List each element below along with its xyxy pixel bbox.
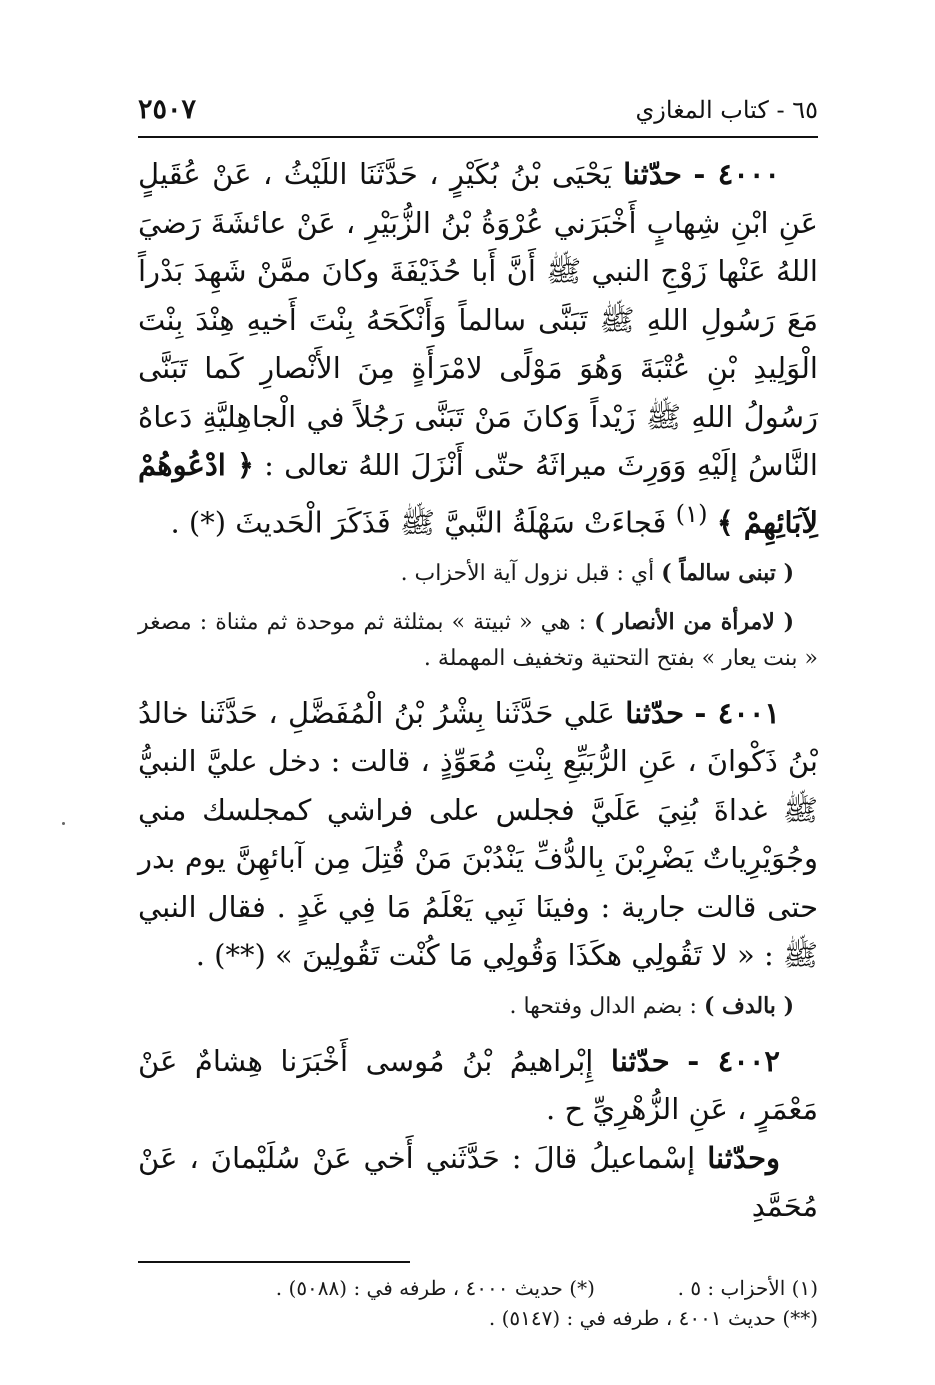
note-term: ( لامرأة من الأنصار ) <box>594 608 794 635</box>
running-header <box>138 86 818 138</box>
hadith-number: ٤٠٠٢ - <box>687 1043 781 1078</box>
footnote-marker: (**) <box>214 938 266 973</box>
commentary-note <box>138 604 818 677</box>
hadith-4000 <box>138 150 818 547</box>
haddathana: حدّثنا <box>625 695 685 730</box>
footnote-line <box>138 1273 818 1303</box>
scan-speck <box>62 822 65 825</box>
hadith-text: إِبْراهيمُ بْنُ مُوسى أَخْبَرَنا هِشامٌ عَنْ مَعْمَرٍ ، عَنِ الزُّهْرِيِّ ح . <box>138 1043 818 1127</box>
hadith-text: إسْماعيلُ قالَ : حَدَّثَني أَخي عَنْ سُلَيْمانَ ، عَنْ مُحَمَّدِ <box>138 1140 818 1224</box>
note-term: ( بالدف ) <box>703 992 794 1019</box>
period: . <box>170 505 180 540</box>
hadith-number: ٤٠٠٠ - <box>693 157 781 191</box>
note-text: : هي « ثبيتة » بمثلثة ثم موحدة ثم مثناة : مصغر « بنت يعار » بفتح التحتية وتخفيف المهملة . <box>138 609 818 671</box>
main-text <box>138 150 818 1231</box>
hadith-text: عَلي حَدَّثَنا بِشْرُ بْنُ الْمُفَضَّلِ ، حَدَّثَنا خالدُ بْنُ ذَكْوانَ ، عَنِ الرُّبَيِّعِ بِنْتِ مُعَوِّذٍ ، قالت : دخل عليَّ النبيُّ ﷺ غداةَ بُنِيَ عَلَيَّ فجلس على فراشي كمجلسك مني وجُوَيْرِياتٌ يَضْرِبْنَ بِالدُّفِّ يَنْدُبْنَ مَنْ قُتِلَ مِن آبائهِنَّ يوم بدر حتى قالت جارية : وفينَا نَبِي يَعْلَمُ مَا فِي غَدٍ . فقال النبي ﷺ : « لا تَقُولِي هكَذَا وَقُولِي مَا كُنْت تَقُولِينَ » <box>138 695 818 973</box>
hadith-number: ٤٠٠١ - <box>694 695 781 730</box>
hadith-4001 <box>138 689 818 980</box>
quran-quote: ﴿ ادْعُوهُمْ لِآبَائِهِمْ ﴾ <box>138 448 818 540</box>
footnotes <box>138 1273 818 1333</box>
footnote-quran-ref: (١) الأحزاب : ٥ . <box>677 1275 818 1300</box>
footnote-separator <box>138 1261 410 1263</box>
footnote-marker: (*) <box>188 505 227 540</box>
hadith-text: يَحْيَى بْنُ بُكَيْرٍ ، حَدَّثَنَا اللَيْثُ ، عَنْ عُقَيلٍ عَنِ ابْنِ شِهابٍ أَخْبَرَني عُرْوَةُ بْنُ الزُّبَيْرِ ، عَنْ عائشَةَ رَضيَ اللهُ عَنْها زَوْجِ النبي ﷺ أَنَّ أَبا حُذَيْفَةَ وكانَ ممَّنْ شَهِدَ بَدْراً مَعَ رَسُولِ اللهِ ﷺ تَبَنَّى سالماً وَأَنْكَحَهُ بِنْتَ أَخيهِ هِنْدَ بِنْتَ الْوَلِيدِ بْنِ عُتْبَةَ وَهُوَ مَوْلًى لامْرَأَةٍ مِنَ الأَنْصارِ كَما تَبَنَّى رَسُولُ اللهِ ﷺ زَيْداً وَكانَ مَنْ تَبَنَّى رَجُلاً في الْجاهِليَّةِ دَعاهُ النَّاسُ إلَيْهِ وَوَرِثَ ميراثَهُ حتّى أَنْزَلَ اللهُ تعالى : <box>138 157 818 482</box>
book-page <box>138 86 818 1330</box>
continuation-paragraph <box>138 1134 818 1231</box>
footnote-star-2: (**) حديث ٤٠٠١ ، طرفه في : (٥١٤٧) . <box>488 1305 818 1330</box>
footnote-line <box>138 1303 818 1333</box>
haddathana: حدّثنا <box>610 1043 670 1078</box>
footnote-star-1: (*) حديث ٤٠٠٠ ، طرفه في : (٥٠٨٨) . <box>275 1275 595 1300</box>
note-text: : بضم الدال وفتحها . <box>509 993 697 1019</box>
haddathana: حدّثنا <box>623 157 682 191</box>
commentary-note <box>138 555 818 592</box>
book-title: ٦٥ - كتاب المغازي <box>635 96 818 124</box>
hadith-4002 <box>138 1037 818 1134</box>
hadith-text: فَجاءَتْ سَهْلَةُ النَّبيَّ ﷺ فَذَكَرَ الْحَديثَ <box>235 505 667 540</box>
note-term: ( تبنى سالماً ) <box>661 559 794 586</box>
page-number: ٢٥٠٧ <box>138 94 197 125</box>
footnote-marker: (١) <box>675 499 708 528</box>
period: . <box>195 938 205 973</box>
haddathana: وحدّثنا <box>707 1140 780 1175</box>
note-text: أي : قبل نزول آية الأحزاب . <box>400 560 655 586</box>
commentary-note <box>138 988 818 1025</box>
